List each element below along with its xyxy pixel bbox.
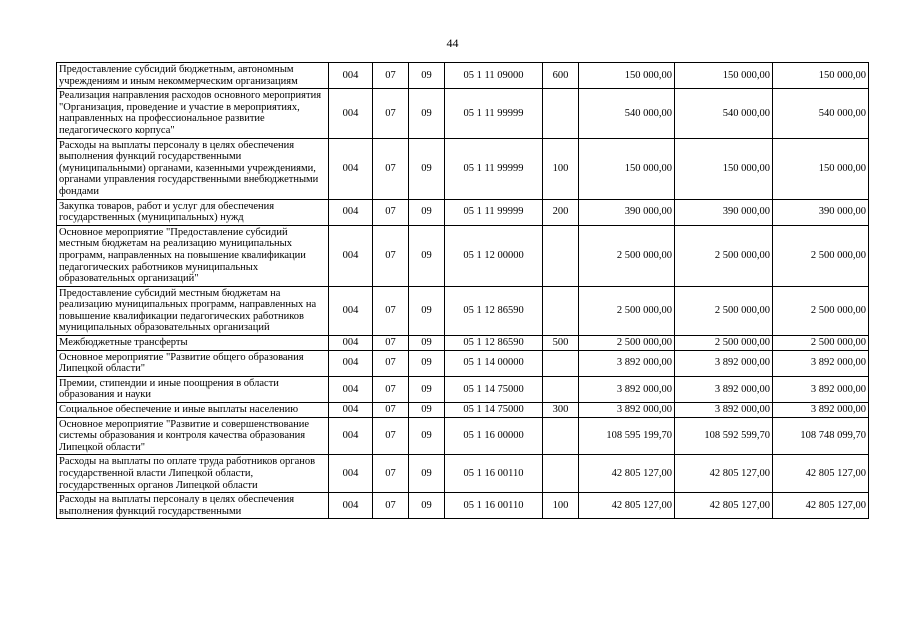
- amount-year-2-cell: 3 892 000,00: [675, 350, 773, 376]
- row-name-cell: Расходы на выплаты персоналу в целях обеспечения выполнения функций государственными: [57, 493, 329, 519]
- section-code-cell: 07: [373, 63, 409, 89]
- expense-type-cell: [543, 286, 579, 335]
- table-row: [57, 138, 869, 199]
- row-name-cell: Расходы на выплаты по оплате труда работников органов государственной власти Липецкой области, государственных органов Липецкой области: [57, 455, 329, 493]
- section-code-cell: 07: [373, 403, 409, 418]
- expense-type-cell: [543, 89, 579, 138]
- row-name-cell: Основное мероприятие "Развитие и совершенствование системы образования и контроля качества образования Липецкой области": [57, 417, 329, 455]
- expense-type-cell: [543, 225, 579, 286]
- row-name-cell: Предоставление субсидий бюджетным, автономным учреждениям и иным некоммерческим организациям: [57, 63, 329, 89]
- expense-type-cell: 200: [543, 199, 579, 225]
- target-article-cell: 05 1 16 00110: [445, 493, 543, 519]
- subsection-code-cell: 09: [409, 63, 445, 89]
- amount-year-3-cell: 150 000,00: [773, 63, 869, 89]
- subsection-code-cell: 09: [409, 455, 445, 493]
- amount-year-2-cell: 42 805 127,00: [675, 455, 773, 493]
- expense-type-cell: [543, 417, 579, 455]
- amount-year-3-cell: 42 805 127,00: [773, 493, 869, 519]
- subsection-code-cell: 09: [409, 199, 445, 225]
- subsection-code-cell: 09: [409, 225, 445, 286]
- amount-year-2-cell: 3 892 000,00: [675, 403, 773, 418]
- section-code-cell: 07: [373, 199, 409, 225]
- section-code-cell: 07: [373, 417, 409, 455]
- target-article-cell: 05 1 14 00000: [445, 350, 543, 376]
- table-row: [57, 455, 869, 493]
- expense-type-cell: 100: [543, 138, 579, 199]
- table-row: [57, 376, 869, 402]
- expense-type-cell: [543, 350, 579, 376]
- section-code-cell: 07: [373, 89, 409, 138]
- row-name-cell: Социальное обеспечение и иные выплаты населению: [57, 403, 329, 418]
- target-article-cell: 05 1 12 86590: [445, 286, 543, 335]
- row-name-cell: Закупка товаров, работ и услуг для обеспечения государственных (муниципальных) нужд: [57, 199, 329, 225]
- ministry-code-cell: 004: [329, 336, 373, 351]
- table-row: [57, 493, 869, 519]
- section-code-cell: 07: [373, 493, 409, 519]
- section-code-cell: 07: [373, 455, 409, 493]
- page-number: 44: [446, 36, 459, 50]
- section-code-cell: 07: [373, 350, 409, 376]
- target-article-cell: 05 1 16 00000: [445, 417, 543, 455]
- target-article-cell: 05 1 14 75000: [445, 403, 543, 418]
- expense-type-cell: 500: [543, 336, 579, 351]
- amount-year-2-cell: 2 500 000,00: [675, 225, 773, 286]
- target-article-cell: 05 1 12 86590: [445, 336, 543, 351]
- amount-year-2-cell: 390 000,00: [675, 199, 773, 225]
- amount-year-2-cell: 540 000,00: [675, 89, 773, 138]
- ministry-code-cell: 004: [329, 63, 373, 89]
- ministry-code-cell: 004: [329, 376, 373, 402]
- subsection-code-cell: 09: [409, 138, 445, 199]
- subsection-code-cell: 09: [409, 417, 445, 455]
- amount-year-3-cell: 2 500 000,00: [773, 225, 869, 286]
- amount-year-1-cell: 540 000,00: [579, 89, 675, 138]
- amount-year-3-cell: 540 000,00: [773, 89, 869, 138]
- amount-year-3-cell: 3 892 000,00: [773, 403, 869, 418]
- subsection-code-cell: 09: [409, 376, 445, 402]
- ministry-code-cell: 004: [329, 403, 373, 418]
- amount-year-1-cell: 42 805 127,00: [579, 493, 675, 519]
- amount-year-1-cell: 3 892 000,00: [579, 403, 675, 418]
- subsection-code-cell: 09: [409, 89, 445, 138]
- ministry-code-cell: 004: [329, 493, 373, 519]
- table-row: [57, 417, 869, 455]
- target-article-cell: 05 1 11 99999: [445, 89, 543, 138]
- target-article-cell: 05 1 11 09000: [445, 63, 543, 89]
- amount-year-3-cell: 150 000,00: [773, 138, 869, 199]
- amount-year-3-cell: 390 000,00: [773, 199, 869, 225]
- amount-year-2-cell: 108 592 599,70: [675, 417, 773, 455]
- ministry-code-cell: 004: [329, 225, 373, 286]
- amount-year-1-cell: 150 000,00: [579, 63, 675, 89]
- ministry-code-cell: 004: [329, 89, 373, 138]
- amount-year-2-cell: 3 892 000,00: [675, 376, 773, 402]
- row-name-cell: Межбюджетные трансферты: [57, 336, 329, 351]
- table-row: [57, 350, 869, 376]
- amount-year-2-cell: 42 805 127,00: [675, 493, 773, 519]
- amount-year-3-cell: 108 748 099,70: [773, 417, 869, 455]
- section-code-cell: 07: [373, 336, 409, 351]
- row-name-cell: Премии, стипендии и иные поощрения в области образования и науки: [57, 376, 329, 402]
- table-body: [57, 63, 869, 519]
- amount-year-2-cell: 150 000,00: [675, 138, 773, 199]
- section-code-cell: 07: [373, 225, 409, 286]
- target-article-cell: 05 1 14 75000: [445, 376, 543, 402]
- subsection-code-cell: 09: [409, 493, 445, 519]
- row-name-cell: Основное мероприятие "Развитие общего образования Липецкой области": [57, 350, 329, 376]
- subsection-code-cell: 09: [409, 286, 445, 335]
- table-row: [57, 225, 869, 286]
- amount-year-3-cell: 3 892 000,00: [773, 376, 869, 402]
- amount-year-3-cell: 2 500 000,00: [773, 286, 869, 335]
- section-code-cell: 07: [373, 286, 409, 335]
- subsection-code-cell: 09: [409, 336, 445, 351]
- row-name-cell: Предоставление субсидий местным бюджетам на реализацию муниципальных программ, направленных на повышение квалификации педагогических работников муниципальных образовательных организаций: [57, 286, 329, 335]
- target-article-cell: 05 1 11 99999: [445, 138, 543, 199]
- amount-year-3-cell: 2 500 000,00: [773, 336, 869, 351]
- amount-year-1-cell: 108 595 199,70: [579, 417, 675, 455]
- amount-year-3-cell: 3 892 000,00: [773, 350, 869, 376]
- target-article-cell: 05 1 16 00110: [445, 455, 543, 493]
- subsection-code-cell: 09: [409, 350, 445, 376]
- amount-year-2-cell: 2 500 000,00: [675, 336, 773, 351]
- section-code-cell: 07: [373, 376, 409, 402]
- amount-year-1-cell: 42 805 127,00: [579, 455, 675, 493]
- ministry-code-cell: 004: [329, 199, 373, 225]
- amount-year-1-cell: 3 892 000,00: [579, 376, 675, 402]
- expense-type-cell: [543, 455, 579, 493]
- table-row: [57, 199, 869, 225]
- table-row: [57, 403, 869, 418]
- row-name-cell: Основное мероприятие "Предоставление субсидий местным бюджетам на реализацию муниципальных программ, направленных на повышение квалификации педагогических работников муниципальных образовательных организаций": [57, 225, 329, 286]
- ministry-code-cell: 004: [329, 286, 373, 335]
- section-code-cell: 07: [373, 138, 409, 199]
- ministry-code-cell: 004: [329, 455, 373, 493]
- target-article-cell: 05 1 11 99999: [445, 199, 543, 225]
- table-row: [57, 63, 869, 89]
- amount-year-1-cell: 3 892 000,00: [579, 350, 675, 376]
- ministry-code-cell: 004: [329, 417, 373, 455]
- row-name-cell: Расходы на выплаты персоналу в целях обеспечения выполнения функций государственными (муниципальными) органами, казенными учреждениями, органами управления государственными внебюджетными фондами: [57, 138, 329, 199]
- amount-year-2-cell: 150 000,00: [675, 63, 773, 89]
- expense-type-cell: 100: [543, 493, 579, 519]
- target-article-cell: 05 1 12 00000: [445, 225, 543, 286]
- amount-year-1-cell: 150 000,00: [579, 138, 675, 199]
- amount-year-1-cell: 2 500 000,00: [579, 336, 675, 351]
- expense-type-cell: [543, 376, 579, 402]
- budget-table: [56, 62, 869, 519]
- amount-year-3-cell: 42 805 127,00: [773, 455, 869, 493]
- expense-type-cell: 300: [543, 403, 579, 418]
- table-row: [57, 89, 869, 138]
- ministry-code-cell: 004: [329, 138, 373, 199]
- amount-year-1-cell: 390 000,00: [579, 199, 675, 225]
- row-name-cell: Реализация направления расходов основного мероприятия "Организация, проведение и участие в мероприятиях, направленных на профессиональное развитие педагогического корпуса": [57, 89, 329, 138]
- table-row: [57, 286, 869, 335]
- expense-type-cell: 600: [543, 63, 579, 89]
- subsection-code-cell: 09: [409, 403, 445, 418]
- amount-year-1-cell: 2 500 000,00: [579, 286, 675, 335]
- amount-year-2-cell: 2 500 000,00: [675, 286, 773, 335]
- ministry-code-cell: 004: [329, 350, 373, 376]
- amount-year-1-cell: 2 500 000,00: [579, 225, 675, 286]
- table-row: [57, 336, 869, 351]
